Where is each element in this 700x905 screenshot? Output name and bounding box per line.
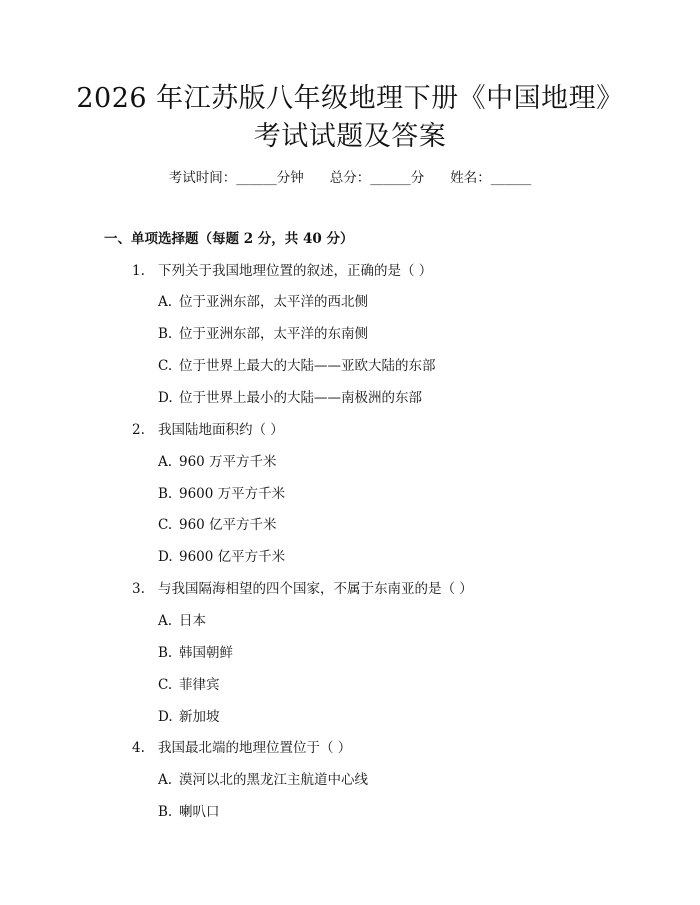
option-letter: B. <box>158 486 173 502</box>
question-text: 我国陆地面积约（ ） <box>158 422 284 438</box>
question-number: 3. <box>132 581 145 597</box>
option-letter: C. <box>158 358 173 374</box>
option-letter: A. <box>158 454 173 470</box>
option-text: 位于亚洲东部，太平洋的东南侧 <box>179 326 368 342</box>
total-score-field: 总分：______分 <box>329 170 425 186</box>
option-text: 位于世界上最大的大陆——亚欧大陆的东部 <box>179 358 436 374</box>
option-text: 9600 亿平方千米 <box>179 549 286 565</box>
option-text: 菲律宾 <box>179 677 220 693</box>
option-letter: D. <box>158 549 173 565</box>
option-text: 喇叭口 <box>179 804 220 820</box>
question-text: 我国最北端的地理位置位于（ ） <box>158 740 352 756</box>
option-text: 韩国朝鲜 <box>179 645 233 661</box>
option-letter: A. <box>158 294 173 310</box>
option-letter: B. <box>158 804 173 820</box>
question-text: 下列关于我国地理位置的叙述，正确的是（ ） <box>158 263 433 279</box>
option-text: 960 亿平方千米 <box>179 517 277 533</box>
question-number: 1. <box>132 263 145 279</box>
option-letter: D. <box>158 390 173 406</box>
section-heading-single-choice: 一、单项选择题（每题 2 分，共 40 分） <box>104 231 354 247</box>
option-text: 位于亚洲东部，太平洋的西北侧 <box>179 294 368 310</box>
option-text: 9600 万平方千米 <box>179 486 286 502</box>
exam-meta <box>0 168 700 188</box>
option-letter: B. <box>158 326 173 342</box>
option-letter: A. <box>158 613 173 629</box>
exam-title-line-1: 2026 年江苏版八年级地理下册《中国地理》 <box>76 83 624 114</box>
option-letter: C. <box>158 677 173 693</box>
student-name-field: 姓名：______ <box>450 170 532 186</box>
option-text: 漠河以北的黑龙江主航道中心线 <box>179 772 368 788</box>
option-letter: C. <box>158 517 173 533</box>
exam-title-line-2: 考试试题及答案 <box>253 121 447 152</box>
option-text: 日本 <box>179 613 206 629</box>
option-letter: B. <box>158 645 173 661</box>
question-number: 4. <box>132 740 145 756</box>
exam-time-field: 考试时间：______分钟 <box>168 170 304 186</box>
option-text: 位于世界上最小的大陆——南极洲的东部 <box>179 390 422 406</box>
option-letter: D. <box>158 709 173 725</box>
option-text: 960 万平方千米 <box>179 454 277 470</box>
question-number: 2. <box>132 422 145 438</box>
option-letter: A. <box>158 772 173 788</box>
option-text: 新加坡 <box>179 709 220 725</box>
question-text: 与我国隔海相望的四个国家，不属于东南亚的是（ ） <box>158 581 473 597</box>
